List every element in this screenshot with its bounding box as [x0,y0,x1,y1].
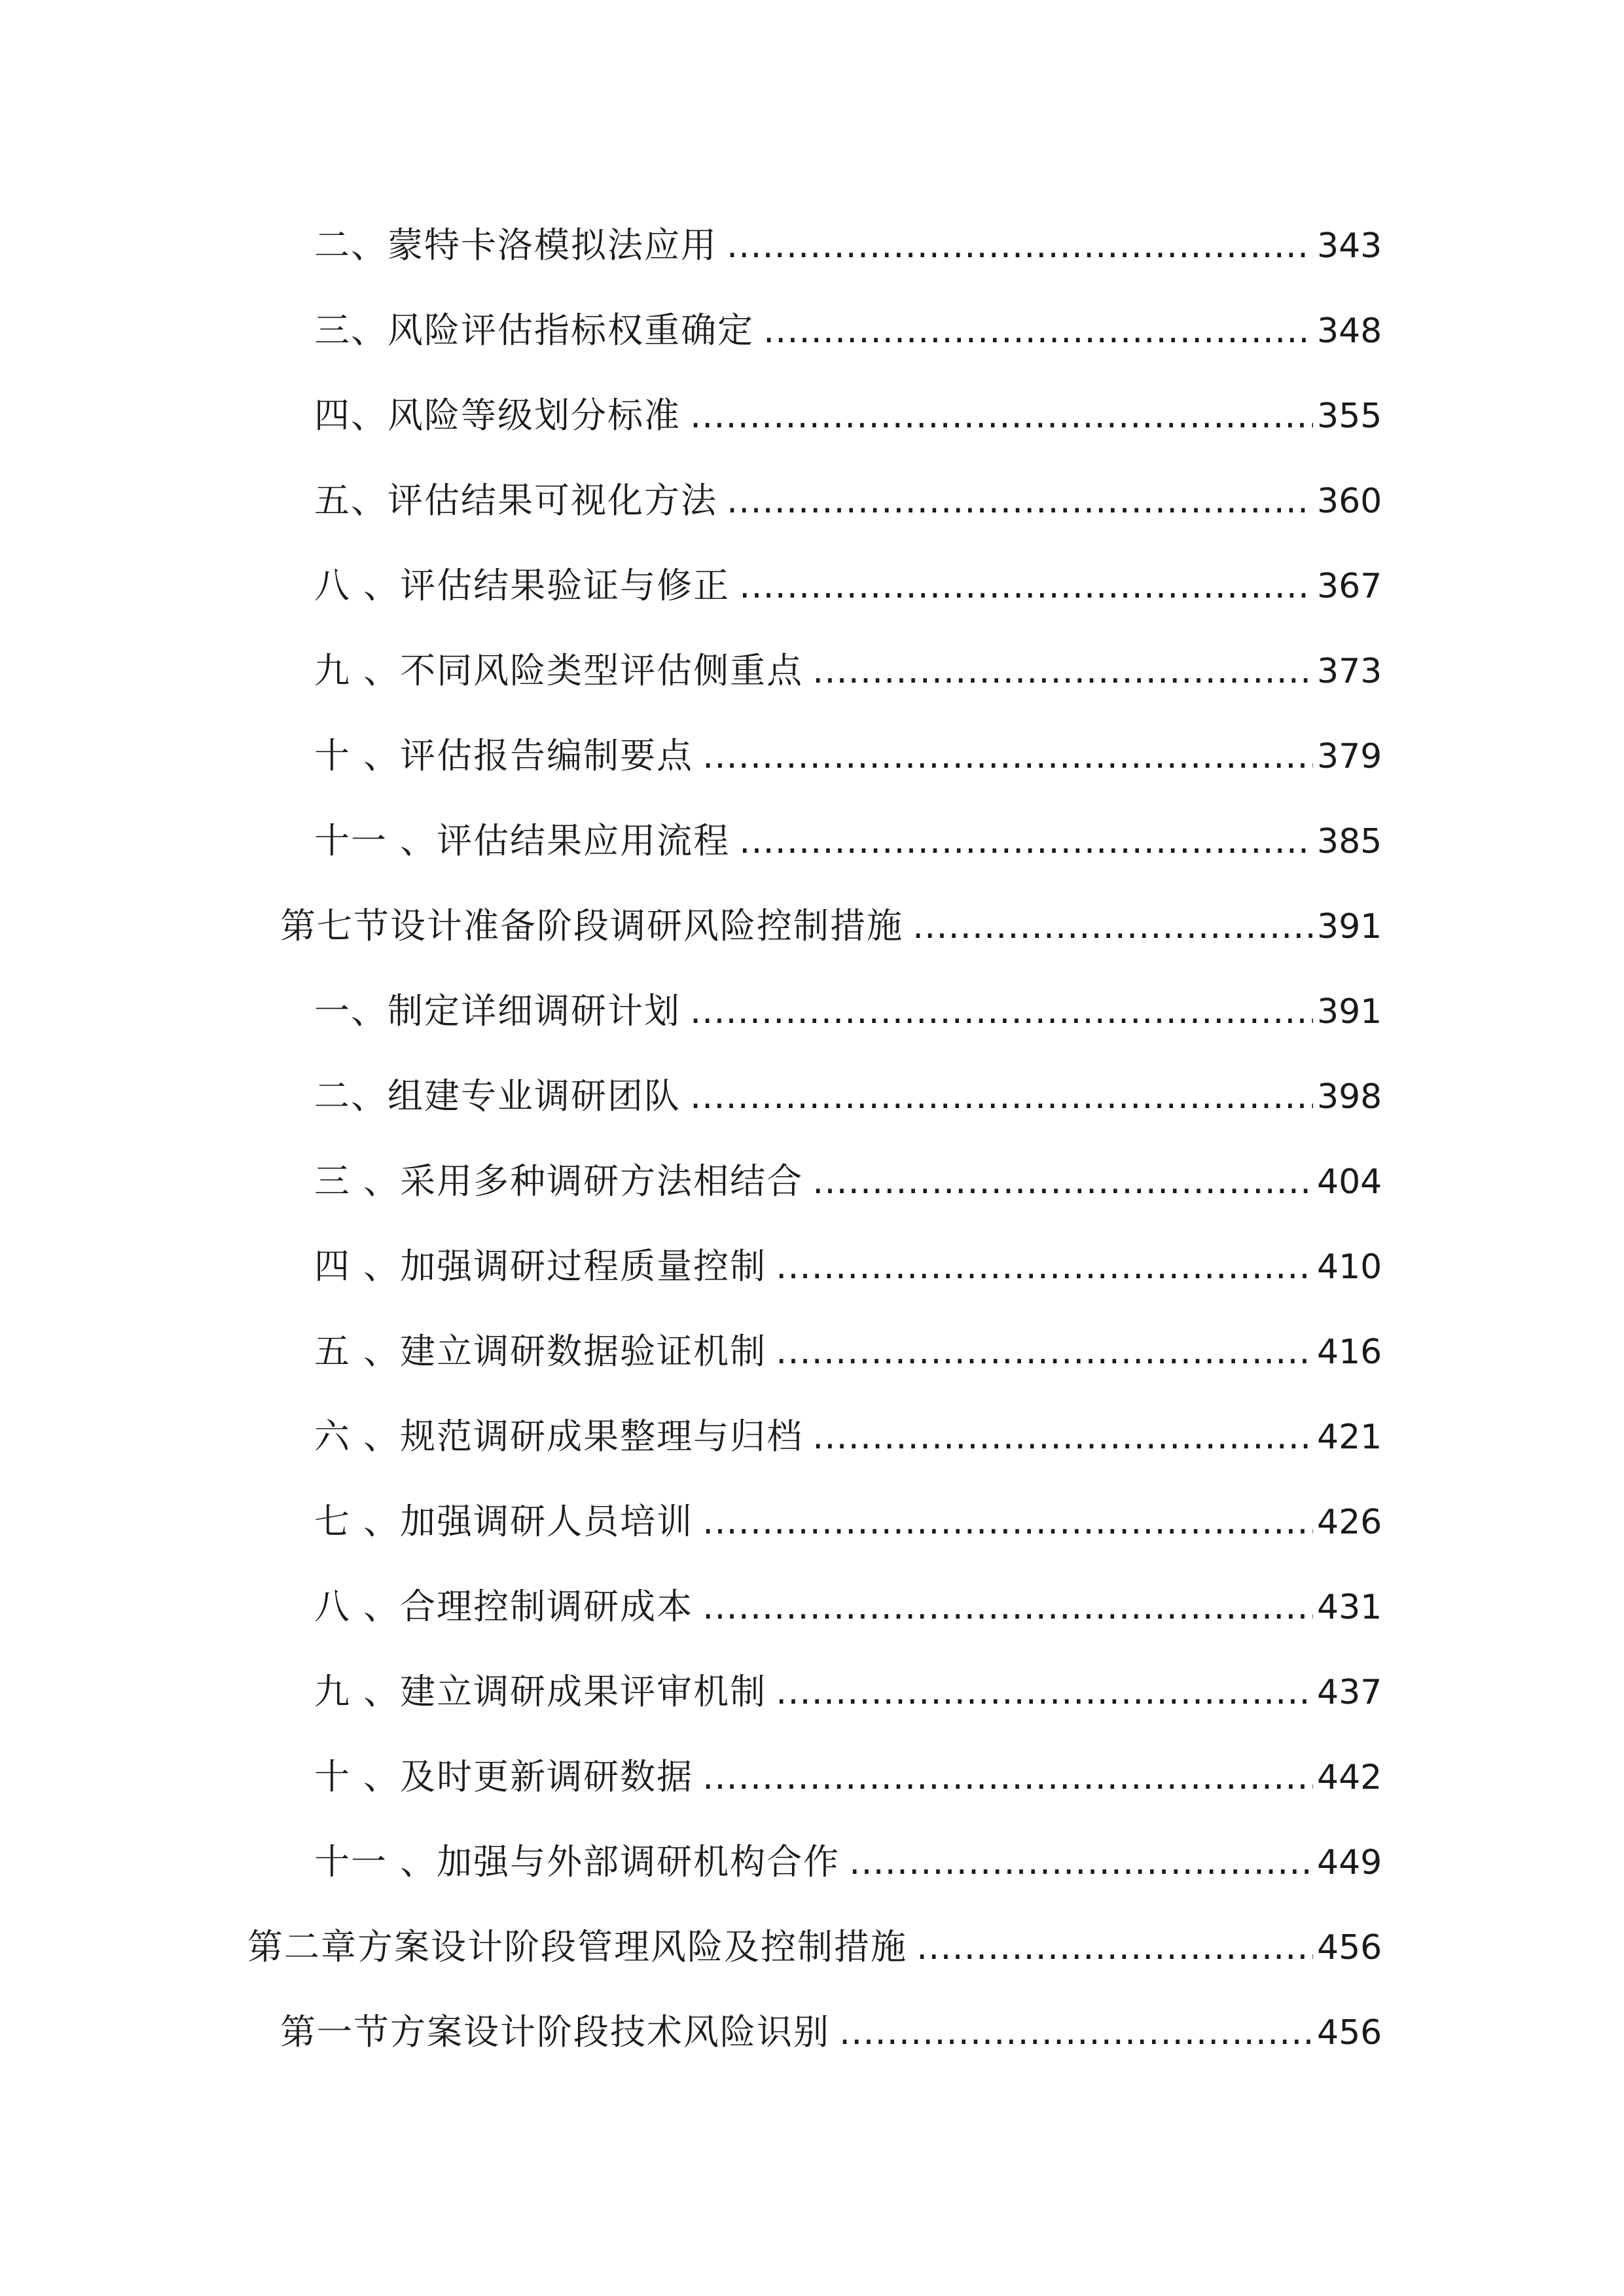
toc-page-number: 404 [1317,1162,1382,1202]
toc-entry-title: 第一节方案设计阶段技术风险识别 [280,2011,830,2053]
toc-page-number: 367 [1317,567,1382,606]
toc-entry[interactable] [0,1564,1624,1649]
toc-entry-title: 九 、不同风险类型评估侧重点 [314,650,804,691]
toc-entry[interactable] [0,543,1624,628]
toc-dot-leader [812,628,1313,713]
toc-entry[interactable] [0,1054,1624,1139]
toc-entry[interactable] [0,373,1624,458]
toc-page-number: 456 [1317,2013,1382,2053]
toc-page-number: 379 [1317,737,1382,776]
toc-entry[interactable] [0,969,1624,1054]
toc-dot-leader [690,373,1313,458]
toc-dot-leader [812,1139,1313,1224]
toc-page-number: 410 [1317,1247,1382,1287]
toc-entry-title: 二、组建专业调研团队 [314,1075,681,1117]
toc-dot-leader [702,713,1313,798]
toc-dot-leader [702,1479,1313,1564]
toc-entry-section[interactable] [0,1990,1624,2075]
toc-page-number: 391 [1317,992,1382,1031]
toc-entry-title: 四 、加强调研过程质量控制 [314,1246,767,1287]
toc-entry-title: 八 、评估结果验证与修正 [314,565,731,606]
toc-dot-leader [776,1309,1313,1394]
toc-entry-title: 三、风险评估指标权重确定 [314,310,754,351]
toc-dot-leader [739,798,1313,884]
toc-entry-chapter[interactable] [0,1905,1624,1990]
toc-dot-leader [812,1394,1313,1479]
toc-dot-leader [763,288,1313,373]
toc-entry-title: 十 、及时更新调研数据 [314,1756,694,1797]
toc-entry-title: 九 、建立调研成果评审机制 [314,1671,767,1712]
toc-page-number: 391 [1317,907,1382,946]
toc-page-number: 421 [1317,1418,1382,1457]
toc-page-number: 449 [1317,1843,1382,1882]
toc-entry[interactable] [0,1224,1624,1309]
toc-page-number: 431 [1317,1588,1382,1627]
toc-dot-leader [727,203,1313,288]
toc-dot-leader [690,969,1313,1054]
toc-page-number: 373 [1317,652,1382,691]
toc-entry[interactable] [0,1394,1624,1479]
toc-entry-title: 十 、评估报告编制要点 [314,735,694,776]
toc-page-number: 437 [1317,1673,1382,1712]
toc-page-number: 360 [1317,482,1382,521]
toc-entry[interactable] [0,1820,1624,1905]
toc-page-number: 416 [1317,1333,1382,1372]
toc-dot-leader [702,1564,1313,1649]
toc-entry[interactable] [0,628,1624,713]
toc-page-number: 343 [1317,226,1382,266]
toc-entry-title: 一、制定详细调研计划 [314,990,681,1031]
toc-entry[interactable] [0,713,1624,798]
toc-entry-title: 八 、合理控制调研成本 [314,1586,694,1627]
toc-dot-leader [839,1990,1313,2075]
toc-entry-title: 第七节设计准备阶段调研风险控制措施 [280,905,903,946]
toc-entry-title: 五 、建立调研数据验证机制 [314,1331,767,1372]
toc-page-number: 456 [1317,1928,1382,1967]
toc-dot-leader [916,1905,1313,1990]
toc-dot-leader [739,543,1313,628]
toc-entry-title: 七 、加强调研人员培训 [314,1501,694,1542]
toc-page-number: 398 [1317,1077,1382,1117]
table-of-contents [0,203,1624,2075]
toc-entry-title: 第二章方案设计阶段管理风险及控制措施 [247,1926,907,1967]
toc-entry-title: 十一 、加强与外部调研机构合作 [314,1841,840,1882]
toc-entry[interactable] [0,798,1624,884]
toc-entry[interactable] [0,1139,1624,1224]
toc-page-number: 442 [1317,1758,1382,1797]
toc-dot-leader [727,458,1313,543]
toc-dot-leader [912,884,1313,969]
toc-entry-title: 二、蒙特卡洛模拟法应用 [314,224,717,266]
toc-entry-title: 十一 、评估结果应用流程 [314,820,731,861]
toc-entry[interactable] [0,1479,1624,1564]
toc-page-number: 426 [1317,1503,1382,1542]
toc-entry-title: 六 、规范调研成果整理与归档 [314,1416,804,1457]
toc-page-number: 348 [1317,312,1382,351]
toc-entry-title: 三 、采用多种调研方法相结合 [314,1160,804,1202]
toc-page-number: 385 [1317,822,1382,861]
toc-entry-title: 五、评估结果可视化方法 [314,480,717,521]
toc-dot-leader [702,1734,1313,1820]
toc-entry[interactable] [0,1309,1624,1394]
toc-dot-leader [776,1224,1313,1309]
toc-entry[interactable] [0,1734,1624,1820]
toc-entry[interactable] [0,458,1624,543]
toc-entry[interactable] [0,203,1624,288]
toc-entry-title: 四、风险等级划分标准 [314,395,681,436]
toc-page-number: 355 [1317,397,1382,436]
toc-dot-leader [690,1054,1313,1139]
toc-entry[interactable] [0,1649,1624,1734]
toc-dot-leader [849,1820,1313,1905]
toc-dot-leader [776,1649,1313,1734]
toc-entry[interactable] [0,288,1624,373]
toc-entry-section[interactable] [0,884,1624,969]
